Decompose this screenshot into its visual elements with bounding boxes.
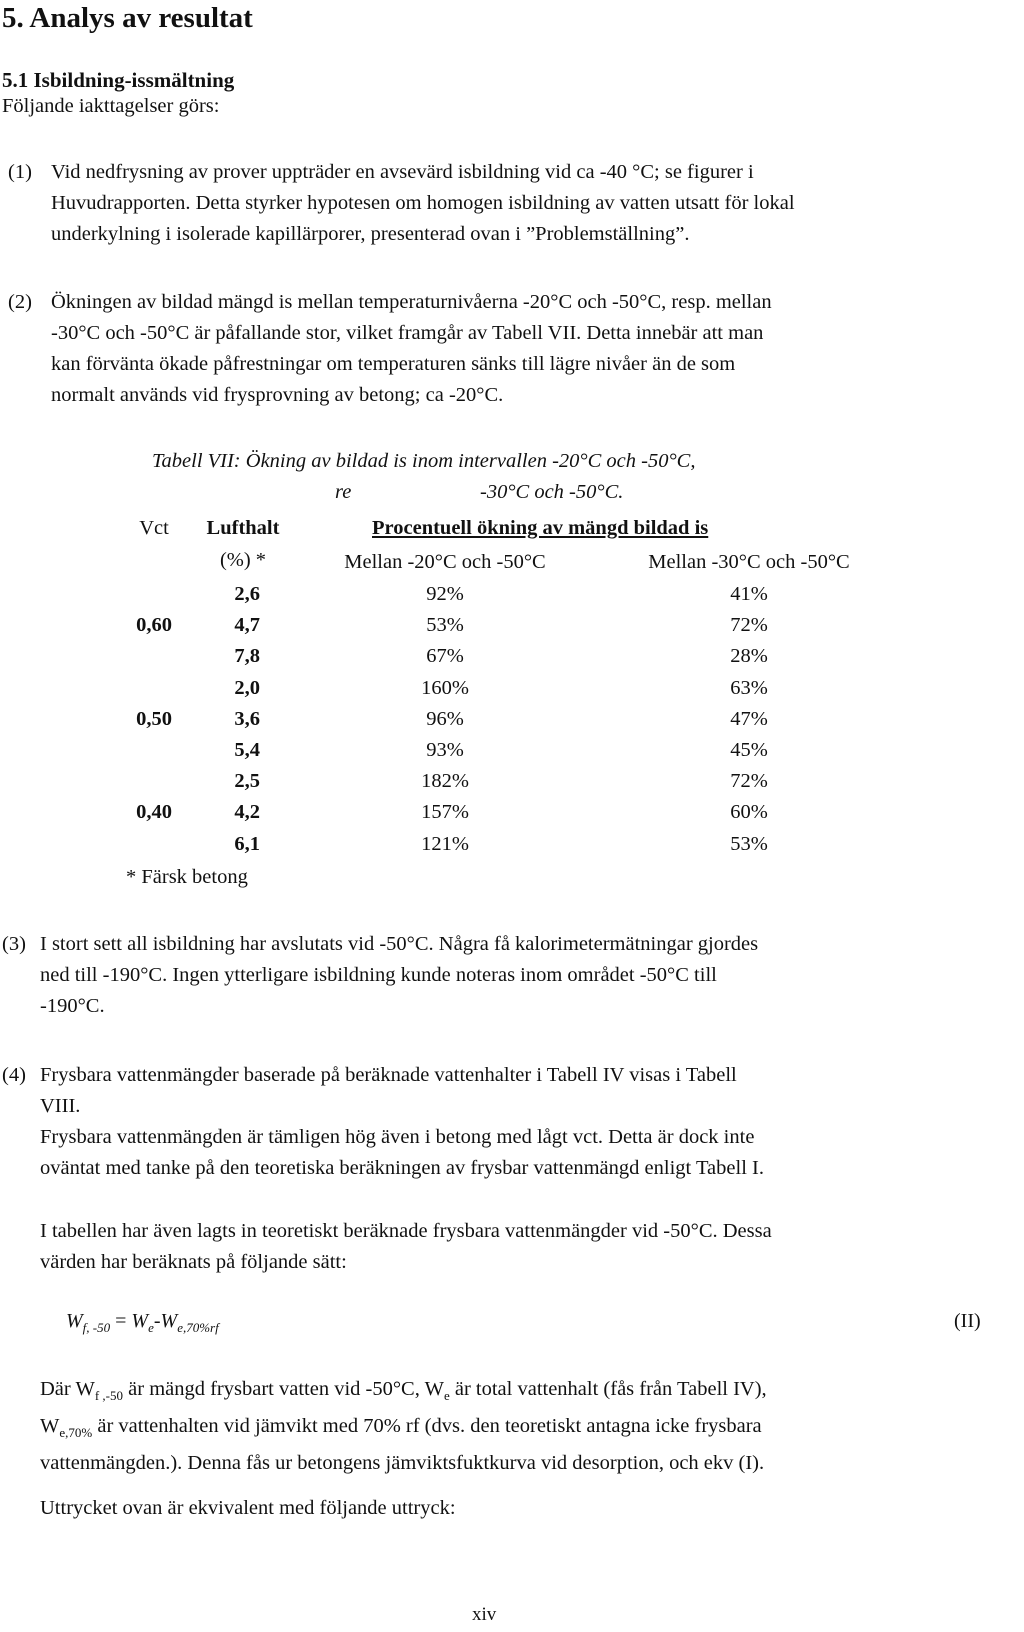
table-header-mellan-20: Mellan -20°C och -50°C xyxy=(344,551,546,573)
table-cell-mellan-20: 182% xyxy=(421,770,469,792)
item-1 xyxy=(8,157,1020,250)
formula-wf-sub: f, -50 xyxy=(82,1320,111,1335)
table-caption-line-2b: -30°C och -50°C. xyxy=(480,481,624,503)
table-caption-line-2a: re xyxy=(335,481,352,503)
paragraph-6 xyxy=(40,1374,1020,1479)
table-footnote: * Färsk betong xyxy=(126,866,248,888)
item-1-line: Huvudrapporten. Detta styrker hypotesen om homogen isbildning av vatten utsatt för lokal xyxy=(51,192,795,214)
p6-sub: f ,-50 xyxy=(94,1388,124,1404)
table-cell-mellan-30: 72% xyxy=(730,770,768,792)
table-cell-mellan-30: 28% xyxy=(730,645,768,667)
p6-sub: e xyxy=(443,1388,450,1404)
table-header-group: Procentuell ökning av mängd bildad is xyxy=(372,517,709,539)
table-cell-mellan-30: 41% xyxy=(730,583,768,605)
item-3-line: -190°C. xyxy=(40,995,105,1017)
item-1-line: Vid nedfrysning av prover uppträder en avsevärd isbildning vid ca -40 °C; se figurer i xyxy=(51,161,754,183)
item-2 xyxy=(8,287,1020,411)
table-header-vct: Vct xyxy=(139,517,169,539)
table-cell-vct: 0,60 xyxy=(136,614,172,636)
table-header-lufthalt: Lufthalt xyxy=(206,517,280,539)
paragraph-5 xyxy=(40,1216,1020,1278)
table-cell-mellan-20: 121% xyxy=(421,833,469,855)
item-2-number: (2) xyxy=(8,291,32,313)
item-4-line: Frysbara vattenmängder baserade på beräknade vattenhalter i Tabell IV visas i Tabell xyxy=(40,1064,737,1086)
formula-equals: = xyxy=(110,1310,132,1332)
table-cell-mellan-30: 72% xyxy=(730,614,768,636)
paragraph-5-line: värden har beräknats på följande sätt: xyxy=(40,1251,347,1273)
item-4 xyxy=(2,1060,1020,1184)
item-2-line: -30°C och -50°C är påfallande stor, vilket framgår av Tabell VII. Detta innebär att man xyxy=(51,322,764,344)
paragraph-7: Uttrycket ovan är ekvivalent med följande uttryck: xyxy=(40,1497,456,1519)
table-caption-line-1: Tabell VII: Ökning av bildad is inom intervallen -20°C och -50°C, xyxy=(152,450,696,472)
table-cell-vct: 0,50 xyxy=(136,708,172,730)
formula-wf: W xyxy=(66,1310,83,1332)
item-2-line: normalt används vid frysprovning av betong; ca -20°C. xyxy=(51,384,504,406)
table-cell-mellan-20: 160% xyxy=(421,677,469,699)
item-3-number: (3) xyxy=(2,933,26,955)
section-heading: 5. Analys av resultat xyxy=(2,2,253,34)
item-3-line: ned till -190°C. Ingen ytterligare isbildning kunde noteras inom området -50°C till xyxy=(40,964,717,986)
table-cell-mellan-30: 53% xyxy=(730,833,768,855)
table-cell-mellan-30: 63% xyxy=(730,677,768,699)
paragraph-6-line-1 xyxy=(40,1374,1020,1411)
item-1-number: (1) xyxy=(8,161,32,183)
formula-ii xyxy=(66,1310,219,1336)
table-cell-mellan-20: 96% xyxy=(426,708,464,730)
table-cell-lufthalt: 2,6 xyxy=(234,583,260,605)
formula-we-sub: e xyxy=(148,1320,154,1335)
subsection-heading: 5.1 Isbildning-issmältning xyxy=(2,68,235,92)
table-cell-lufthalt: 7,8 xyxy=(234,645,260,667)
item-1-line: underkylning i isolerade kapillärporer, presenterad ovan i ”Problemställning”. xyxy=(51,223,690,245)
item-2-line: Ökningen av bildad mängd is mellan temperaturnivåerna -20°C och -50°C, resp. mellan xyxy=(51,291,772,313)
p6-text: är total vattenhalt (fås från Tabell IV), xyxy=(449,1378,767,1400)
paragraph-6-line-2 xyxy=(40,1411,1020,1448)
table-cell-mellan-30: 47% xyxy=(730,708,768,730)
item-3-line: I stort sett all isbildning har avslutats vid -50°C. Några få kalorimetermätningar gjordes xyxy=(40,933,759,955)
paragraph-6-line-3: vattenmängden.). Denna fås ur betongens jämviktsfuktkurva vid desorption, och ekv (I). xyxy=(40,1452,765,1475)
paragraph-5-line: I tabellen har även lagts in teoretiskt beräknade frysbara vattenmängder vid -50°C. Dessa xyxy=(40,1220,772,1242)
p6-text: Där W xyxy=(40,1378,95,1400)
table-cell-lufthalt: 3,6 xyxy=(234,708,260,730)
item-2-line: kan förvänta ökade påfrestningar om temperaturen sänks till lägre nivåer än de som xyxy=(51,353,736,375)
p6-sub: e,70% xyxy=(59,1425,93,1441)
formula-we: W xyxy=(131,1310,149,1332)
table-cell-mellan-20: 93% xyxy=(426,739,464,761)
table-cell-mellan-20: 157% xyxy=(421,801,469,823)
table-cell-lufthalt: 5,4 xyxy=(234,739,260,761)
table-cell-lufthalt: 6,1 xyxy=(234,833,260,855)
p6-text: är mängd frysbart vatten vid -50°C, W xyxy=(123,1378,444,1400)
table-header-lufthalt-unit: (%) * xyxy=(219,549,267,571)
formula-we70: W xyxy=(160,1310,178,1332)
table-cell-lufthalt: 2,5 xyxy=(234,770,260,792)
formula-minus: - xyxy=(153,1310,161,1332)
formula-we70-sub: e,70%rf xyxy=(177,1320,219,1335)
item-3 xyxy=(2,929,1020,1022)
table-header-mellan-30: Mellan -30°C och -50°C xyxy=(648,551,850,573)
item-4-line: oväntat med tanke på den teoretiska beräkningen av frysbar vattenmängd enligt Tabell I. xyxy=(40,1157,764,1179)
formula-label: (II) xyxy=(954,1310,981,1332)
p6-text: är vattenhalten vid jämvikt med 70% rf (dvs. den teoretiskt antagna icke frysbara xyxy=(92,1415,762,1438)
table-cell-mellan-20: 53% xyxy=(426,614,464,636)
table-cell-mellan-20: 92% xyxy=(426,583,464,605)
intro-text: Följande iakttagelser görs: xyxy=(2,95,220,117)
table-cell-mellan-30: 60% xyxy=(730,801,768,823)
item-4-line: VIII. xyxy=(40,1095,81,1117)
table-cell-vct: 0,40 xyxy=(136,801,172,823)
table-cell-mellan-20: 67% xyxy=(426,645,464,667)
item-4-line: Frysbara vattenmängden är tämligen hög även i betong med lågt vct. Detta är dock inte xyxy=(40,1126,755,1148)
page-number: xiv xyxy=(472,1604,497,1625)
item-4-number: (4) xyxy=(2,1064,26,1086)
table-cell-lufthalt: 2,0 xyxy=(234,677,260,699)
table-cell-lufthalt: 4,2 xyxy=(234,801,260,823)
p6-text: W xyxy=(40,1415,60,1438)
table-cell-lufthalt: 4,7 xyxy=(234,614,260,636)
table-cell-mellan-30: 45% xyxy=(730,739,768,761)
